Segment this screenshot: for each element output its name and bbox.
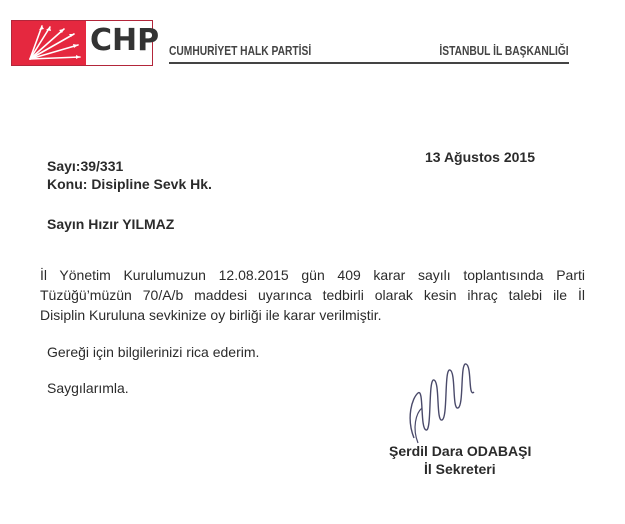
salutation: Sayın Hızır YILMAZ — [47, 216, 175, 232]
letter-date: 13 Ağustos 2015 — [425, 149, 535, 165]
body-line: İl Yönetim Kurulumuzun 12.08.2015 gün 409 karar sayılı toplantısında Parti — [40, 267, 585, 283]
chp-logo — [11, 20, 160, 66]
logo-text: CHP — [90, 23, 160, 58]
reference-number: Sayı:39/331 — [47, 158, 124, 174]
header-divider — [169, 62, 569, 64]
signatory-name: Şerdil Dara ODABAŞI — [389, 443, 532, 459]
signatory-title: İl Sekreteri — [424, 461, 496, 477]
organization-name: CUMHURİYET HALK PARTİSİ — [169, 44, 312, 58]
subject-line: Konu: Disipline Sevk Hk. — [47, 176, 212, 192]
request-line: Gereği için bilgilerinizi rica ederim. — [47, 344, 260, 360]
body-paragraph — [40, 265, 585, 325]
body-line: Disiplin Kuruluna sevkinize oy birliği ile karar verilmiştir. — [40, 307, 382, 323]
body-line: Tüzüğü’müzün 70/A/b maddesi uyarınca tedbirli olarak kesin ihraç talebi ile İl — [40, 287, 585, 303]
closing-line: Saygılarımla. — [47, 380, 129, 396]
handwritten-signature-icon — [404, 358, 484, 453]
branch-name: İSTANBUL İL BAŞKANLIĞI — [439, 44, 569, 58]
six-arrows-emblem-icon — [12, 21, 86, 65]
